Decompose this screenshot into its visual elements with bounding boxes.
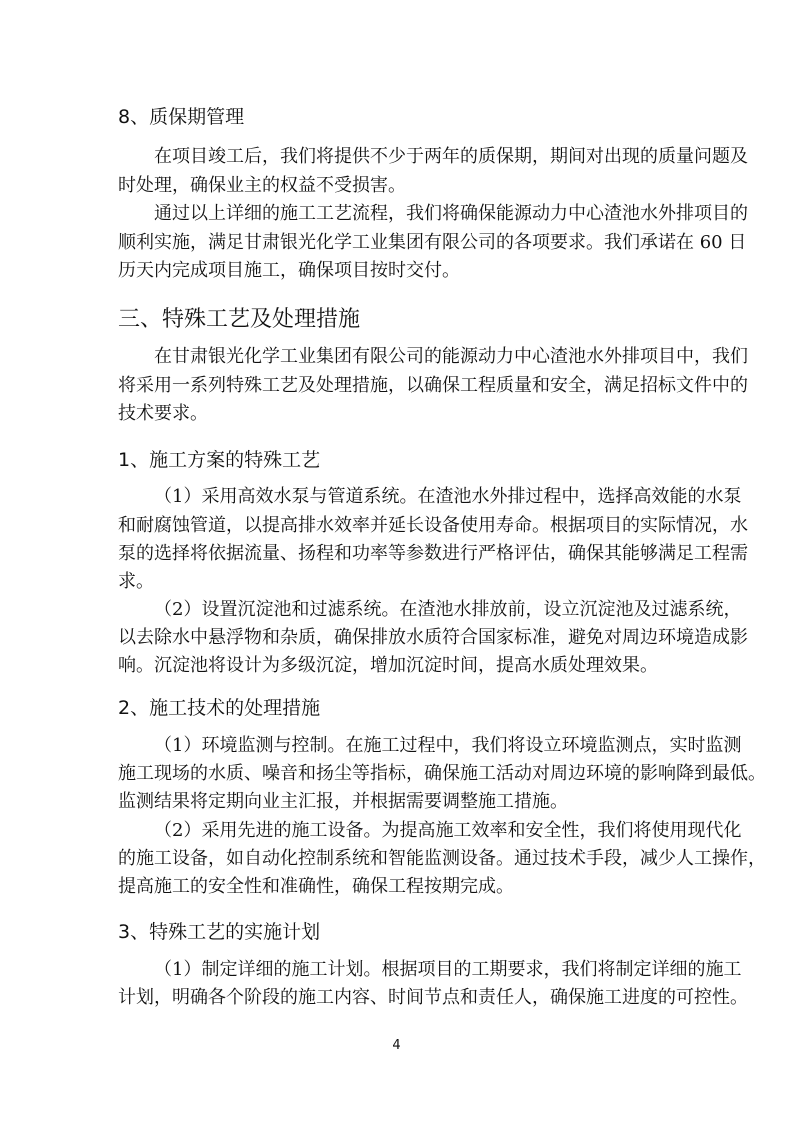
paragraph-line: 在甘肃银光化学工业集团有限公司的能源动力中心渣池水外排项目中，我们: [154, 346, 748, 367]
paragraph-line: 以去除水中悬浮物和杂质，确保排放水质符合国家标准，避免对周边环境造成影: [118, 627, 748, 648]
paragraph-line: （1）环境监测与控制。在施工过程中，我们将设立环境监测点，实时监测: [154, 735, 742, 756]
paragraph-line: 计划，明确各个阶段的施工内容、时间节点和责任人，确保施工进度的可控性。: [118, 987, 748, 1008]
heading-text: 2、施工技术的处理措施: [118, 697, 321, 719]
paragraph-line: （2）采用先进的施工设备。为提高施工效率和安全性，我们将使用现代化: [154, 820, 742, 841]
paragraph-line: （1）采用高效水泵与管道系统。在渣池水外排过程中，选择高效能的水泵: [154, 486, 742, 507]
heading-text: 8、质保期管理: [118, 106, 245, 128]
paragraph-line: 通过以上详细的施工工艺流程，我们将确保能源动力中心渣池水外排项目的: [154, 203, 748, 224]
paragraph-line: 顺利实施，满足甘肃银光化学工业集团有限公司的各项要求。我们承诺在 60 日: [118, 232, 747, 253]
paragraph-line: 监测结果将定期向业主汇报，并根据需要调整施工措施。: [118, 791, 568, 812]
paragraph-line: 求。: [118, 571, 154, 592]
heading-text: 1、施工方案的特殊工艺: [118, 449, 321, 471]
paragraph-line: 泵的选择将依据流量、扬程和功率等参数进行严格评估，确保其能够满足工程需: [118, 543, 748, 564]
paragraph-line: 历天内完成项目施工，确保项目按时交付。: [118, 260, 460, 281]
paragraph-line: 的施工设备，如自动化控制系统和智能监测设备。通过技术手段，减少人工操作，: [118, 848, 766, 869]
paragraph-line: 提高施工的安全性和准确性，确保工程按期完成。: [118, 876, 514, 897]
paragraph-line: 时处理，确保业主的权益不受损害。: [118, 175, 406, 196]
page-number: 4: [392, 1038, 401, 1053]
paragraph-line: 响。沉淀池将设计为多级沉淀，增加沉淀时间，提高水质处理效果。: [118, 655, 658, 676]
paragraph-line: 技术要求。: [118, 403, 208, 424]
heading-text: 3、特殊工艺的实施计划: [118, 921, 321, 943]
paragraph-line: 在项目竣工后，我们将提供不少于两年的质保期，期间对出现的质量问题及: [154, 146, 748, 167]
paragraph-line: （1）制定详细的施工计划。根据项目的工期要求，我们将制定详细的施工: [154, 959, 742, 980]
paragraph-line: （2）设置沉淀池和过滤系统。在渣池水排放前，设立沉淀池及过滤系统，: [154, 599, 742, 620]
paragraph-line: 施工现场的水质、噪音和扬尘等指标，确保施工活动对周边环境的影响降到最低。: [118, 763, 766, 784]
paragraph-line: 和耐腐蚀管道，以提高排水效率并延长设备使用寿命。根据项目的实际情况，水: [118, 515, 748, 536]
paragraph-line: 将采用一系列特殊工艺及处理措施，以确保工程质量和安全，满足招标文件中的: [118, 375, 748, 396]
heading-text: 三、特殊工艺及处理措施: [118, 307, 361, 332]
